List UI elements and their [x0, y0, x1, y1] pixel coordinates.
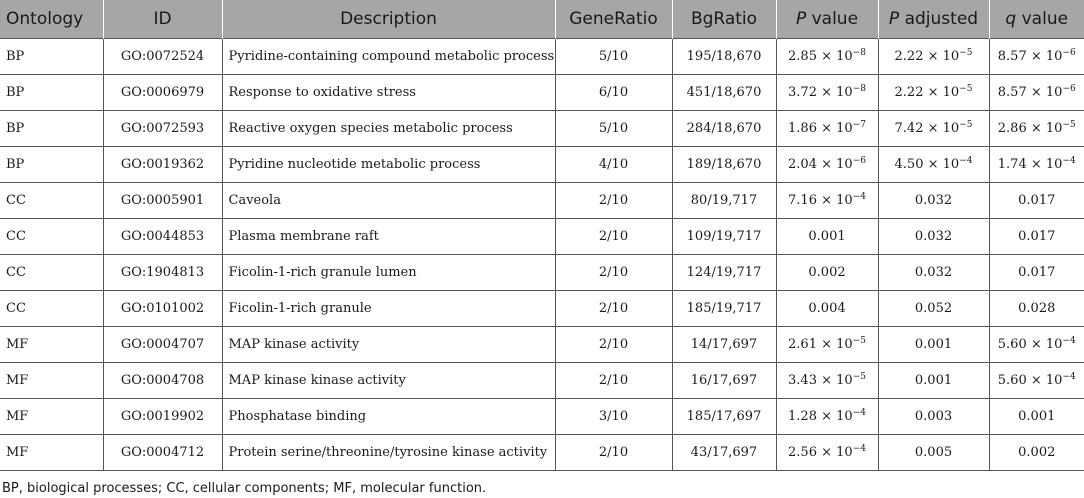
cell-q-value-mantissa: 0.017	[1018, 265, 1056, 280]
header-id: ID	[103, 0, 222, 39]
cell-bg-ratio: 109/19,717	[672, 219, 776, 255]
cell-p-value	[776, 39, 878, 75]
cell-description: Ficolin-1-rich granule	[222, 291, 555, 327]
cell-go-id: GO:0004707	[103, 327, 222, 363]
cell-p-adjusted-mantissa: 0.001	[914, 373, 953, 388]
cell-q-value	[989, 147, 1084, 183]
cell-gene-ratio: 3/10	[555, 399, 672, 435]
cell-p-adjusted	[878, 147, 989, 183]
table-row	[0, 363, 1084, 399]
cell-p-value-exponent: −6	[852, 156, 866, 166]
cell-q-value	[989, 111, 1084, 147]
header-q-value-symbol: q	[1005, 9, 1017, 29]
cell-go-id: GO:0004712	[103, 435, 222, 471]
cell-p-value-exponent: −4	[852, 444, 866, 454]
cell-go-id: GO:0019902	[103, 399, 222, 435]
cell-p-value-mantissa: 3.43 × 10	[788, 373, 853, 388]
cell-p-value-mantissa: 2.04 × 10	[788, 157, 853, 172]
cell-gene-ratio: 2/10	[555, 363, 672, 399]
cell-description: Reactive oxygen species metabolic process	[222, 111, 555, 147]
cell-p-adjusted	[878, 39, 989, 75]
cell-go-id: GO:0005901	[103, 183, 222, 219]
cell-q-value-mantissa: 0.001	[1018, 409, 1056, 424]
cell-ontology: MF	[0, 327, 103, 363]
cell-p-value-exponent: −8	[852, 48, 866, 58]
table-row	[0, 75, 1084, 111]
cell-ontology: MF	[0, 399, 103, 435]
cell-p-adjusted-mantissa: 0.003	[914, 409, 953, 424]
cell-gene-ratio: 2/10	[555, 435, 672, 471]
cell-gene-ratio: 2/10	[555, 219, 672, 255]
cell-q-value-mantissa: 0.017	[1018, 193, 1056, 208]
cell-p-adjusted-exponent: −4	[959, 156, 973, 166]
cell-description: Protein serine/threonine/tyrosine kinase activity	[222, 435, 555, 471]
cell-gene-ratio: 4/10	[555, 147, 672, 183]
header-bg-ratio: BgRatio	[672, 0, 776, 39]
cell-q-value	[989, 435, 1084, 471]
cell-q-value	[989, 363, 1084, 399]
cell-description: Pyridine-containing compound metabolic process	[222, 39, 555, 75]
cell-p-value-mantissa: 0.002	[808, 265, 846, 280]
cell-ontology: BP	[0, 111, 103, 147]
cell-description: Plasma membrane raft	[222, 219, 555, 255]
cell-gene-ratio: 2/10	[555, 255, 672, 291]
cell-p-value	[776, 147, 878, 183]
cell-bg-ratio: 195/18,670	[672, 39, 776, 75]
cell-p-value	[776, 219, 878, 255]
cell-p-adjusted	[878, 327, 989, 363]
cell-p-value	[776, 363, 878, 399]
table-row	[0, 435, 1084, 471]
cell-p-adjusted-mantissa: 7.42 × 10	[894, 121, 960, 136]
cell-p-value-exponent: −8	[852, 84, 866, 94]
cell-gene-ratio: 5/10	[555, 111, 672, 147]
cell-go-id: GO:1904813	[103, 255, 222, 291]
cell-q-value-mantissa: 5.60 × 10	[997, 373, 1063, 388]
cell-q-value-mantissa: 8.57 × 10	[997, 85, 1063, 100]
cell-p-value-exponent: −5	[852, 372, 866, 382]
cell-p-adjusted-mantissa: 4.50 × 10	[894, 157, 960, 172]
cell-p-value-mantissa: 1.28 × 10	[788, 409, 853, 424]
cell-gene-ratio: 2/10	[555, 183, 672, 219]
cell-bg-ratio: 43/17,697	[672, 435, 776, 471]
cell-q-value-exponent: −6	[1062, 48, 1076, 58]
cell-ontology: MF	[0, 363, 103, 399]
cell-q-value-mantissa: 0.028	[1018, 301, 1056, 316]
table-row	[0, 147, 1084, 183]
cell-p-adjusted-mantissa: 0.052	[914, 301, 953, 316]
cell-go-id: GO:0019362	[103, 147, 222, 183]
cell-q-value	[989, 219, 1084, 255]
table-row	[0, 255, 1084, 291]
header-p-adjusted-symbol: P	[888, 9, 900, 29]
cell-ontology: MF	[0, 435, 103, 471]
cell-p-value	[776, 255, 878, 291]
header-p-value-word: value	[806, 9, 859, 29]
cell-p-value	[776, 399, 878, 435]
cell-p-adjusted-mantissa: 0.001	[914, 337, 953, 352]
cell-p-value-exponent: −4	[852, 408, 866, 418]
cell-q-value	[989, 39, 1084, 75]
table-row	[0, 291, 1084, 327]
cell-p-adjusted	[878, 399, 989, 435]
cell-bg-ratio: 185/17,697	[672, 399, 776, 435]
cell-q-value-mantissa: 0.002	[1018, 445, 1056, 460]
cell-q-value-mantissa: 1.74 × 10	[997, 157, 1063, 172]
cell-gene-ratio: 2/10	[555, 291, 672, 327]
cell-q-value	[989, 327, 1084, 363]
cell-p-value-mantissa: 2.61 × 10	[788, 337, 853, 352]
table-row	[0, 111, 1084, 147]
cell-p-value	[776, 75, 878, 111]
table-row	[0, 39, 1084, 75]
cell-p-value	[776, 111, 878, 147]
cell-p-adjusted	[878, 111, 989, 147]
cell-bg-ratio: 16/17,697	[672, 363, 776, 399]
header-ontology: Ontology	[0, 0, 103, 39]
cell-p-adjusted	[878, 291, 989, 327]
table-row	[0, 399, 1084, 435]
cell-p-value	[776, 327, 878, 363]
cell-q-value-mantissa: 2.86 × 10	[997, 121, 1063, 136]
cell-go-id: GO:0072593	[103, 111, 222, 147]
header-row	[0, 0, 1084, 39]
table-row	[0, 327, 1084, 363]
cell-bg-ratio: 124/19,717	[672, 255, 776, 291]
cell-p-adjusted-exponent: −5	[959, 48, 973, 58]
header-p-adjusted	[878, 0, 989, 39]
header-p-value-symbol: P	[795, 9, 807, 29]
cell-p-adjusted	[878, 183, 989, 219]
cell-p-value	[776, 291, 878, 327]
cell-go-id: GO:0101002	[103, 291, 222, 327]
cell-p-adjusted	[878, 75, 989, 111]
cell-q-value	[989, 255, 1084, 291]
cell-q-value-exponent: −4	[1062, 336, 1076, 346]
cell-p-adjusted	[878, 255, 989, 291]
cell-ontology: BP	[0, 39, 103, 75]
cell-p-adjusted-mantissa: 0.032	[914, 193, 953, 208]
cell-q-value	[989, 399, 1084, 435]
table-footnote: BP, biological processes; CC, cellular components; MF, molecular function.	[2, 481, 487, 496]
cell-go-id: GO:0006979	[103, 75, 222, 111]
cell-q-value-mantissa: 5.60 × 10	[997, 337, 1063, 352]
cell-p-adjusted-mantissa: 0.032	[914, 229, 953, 244]
cell-ontology: BP	[0, 75, 103, 111]
cell-description: MAP kinase activity	[222, 327, 555, 363]
cell-p-value-mantissa: 2.56 × 10	[788, 445, 853, 460]
cell-p-value-mantissa: 0.004	[808, 301, 846, 316]
cell-p-adjusted-mantissa: 0.005	[914, 445, 953, 460]
cell-p-value-mantissa: 1.86 × 10	[788, 121, 853, 136]
cell-q-value-exponent: −6	[1062, 84, 1076, 94]
cell-description: Pyridine nucleotide metabolic process	[222, 147, 555, 183]
cell-bg-ratio: 451/18,670	[672, 75, 776, 111]
cell-bg-ratio: 185/19,717	[672, 291, 776, 327]
cell-description: Phosphatase binding	[222, 399, 555, 435]
table-row	[0, 183, 1084, 219]
table-row	[0, 219, 1084, 255]
cell-q-value-exponent: −4	[1062, 372, 1076, 382]
cell-gene-ratio: 6/10	[555, 75, 672, 111]
cell-p-adjusted	[878, 363, 989, 399]
cell-p-value-exponent: −4	[852, 192, 866, 202]
cell-description: Response to oxidative stress	[222, 75, 555, 111]
cell-p-adjusted	[878, 435, 989, 471]
cell-p-adjusted-mantissa: 0.032	[914, 265, 953, 280]
cell-q-value-mantissa: 8.57 × 10	[997, 49, 1063, 64]
cell-gene-ratio: 5/10	[555, 39, 672, 75]
cell-p-adjusted-mantissa: 2.22 × 10	[894, 85, 960, 100]
cell-p-value	[776, 435, 878, 471]
cell-p-value-mantissa: 0.001	[808, 229, 846, 244]
cell-description: Caveola	[222, 183, 555, 219]
cell-bg-ratio: 189/18,670	[672, 147, 776, 183]
header-gene-ratio: GeneRatio	[555, 0, 672, 39]
cell-ontology: CC	[0, 183, 103, 219]
cell-p-adjusted-exponent: −5	[959, 120, 973, 130]
cell-go-id: GO:0004708	[103, 363, 222, 399]
cell-go-id: GO:0072524	[103, 39, 222, 75]
header-q-value	[989, 0, 1084, 39]
header-q-value-word: value	[1016, 9, 1069, 29]
cell-q-value-exponent: −4	[1062, 156, 1076, 166]
cell-p-value	[776, 183, 878, 219]
cell-bg-ratio: 14/17,697	[672, 327, 776, 363]
cell-ontology: CC	[0, 291, 103, 327]
cell-p-adjusted	[878, 219, 989, 255]
table-body	[0, 39, 1084, 471]
cell-q-value-exponent: −5	[1062, 120, 1076, 130]
cell-p-value-mantissa: 3.72 × 10	[788, 85, 853, 100]
cell-ontology: BP	[0, 147, 103, 183]
cell-ontology: CC	[0, 255, 103, 291]
cell-q-value-mantissa: 0.017	[1018, 229, 1056, 244]
cell-p-adjusted-exponent: −5	[959, 84, 973, 94]
cell-q-value	[989, 183, 1084, 219]
cell-p-value-mantissa: 2.85 × 10	[788, 49, 853, 64]
cell-p-value-exponent: −5	[852, 336, 866, 346]
cell-ontology: CC	[0, 219, 103, 255]
cell-bg-ratio: 80/19,717	[672, 183, 776, 219]
header-p-value	[776, 0, 878, 39]
cell-p-value-mantissa: 7.16 × 10	[788, 193, 853, 208]
header-description: Description	[222, 0, 555, 39]
cell-p-adjusted-mantissa: 2.22 × 10	[894, 49, 960, 64]
header-p-adjusted-word: adjusted	[899, 9, 979, 29]
cell-description: MAP kinase kinase activity	[222, 363, 555, 399]
cell-p-value-exponent: −7	[852, 120, 866, 130]
cell-go-id: GO:0044853	[103, 219, 222, 255]
cell-q-value	[989, 291, 1084, 327]
cell-description: Ficolin-1-rich granule lumen	[222, 255, 555, 291]
cell-gene-ratio: 2/10	[555, 327, 672, 363]
cell-bg-ratio: 284/18,670	[672, 111, 776, 147]
cell-q-value	[989, 75, 1084, 111]
